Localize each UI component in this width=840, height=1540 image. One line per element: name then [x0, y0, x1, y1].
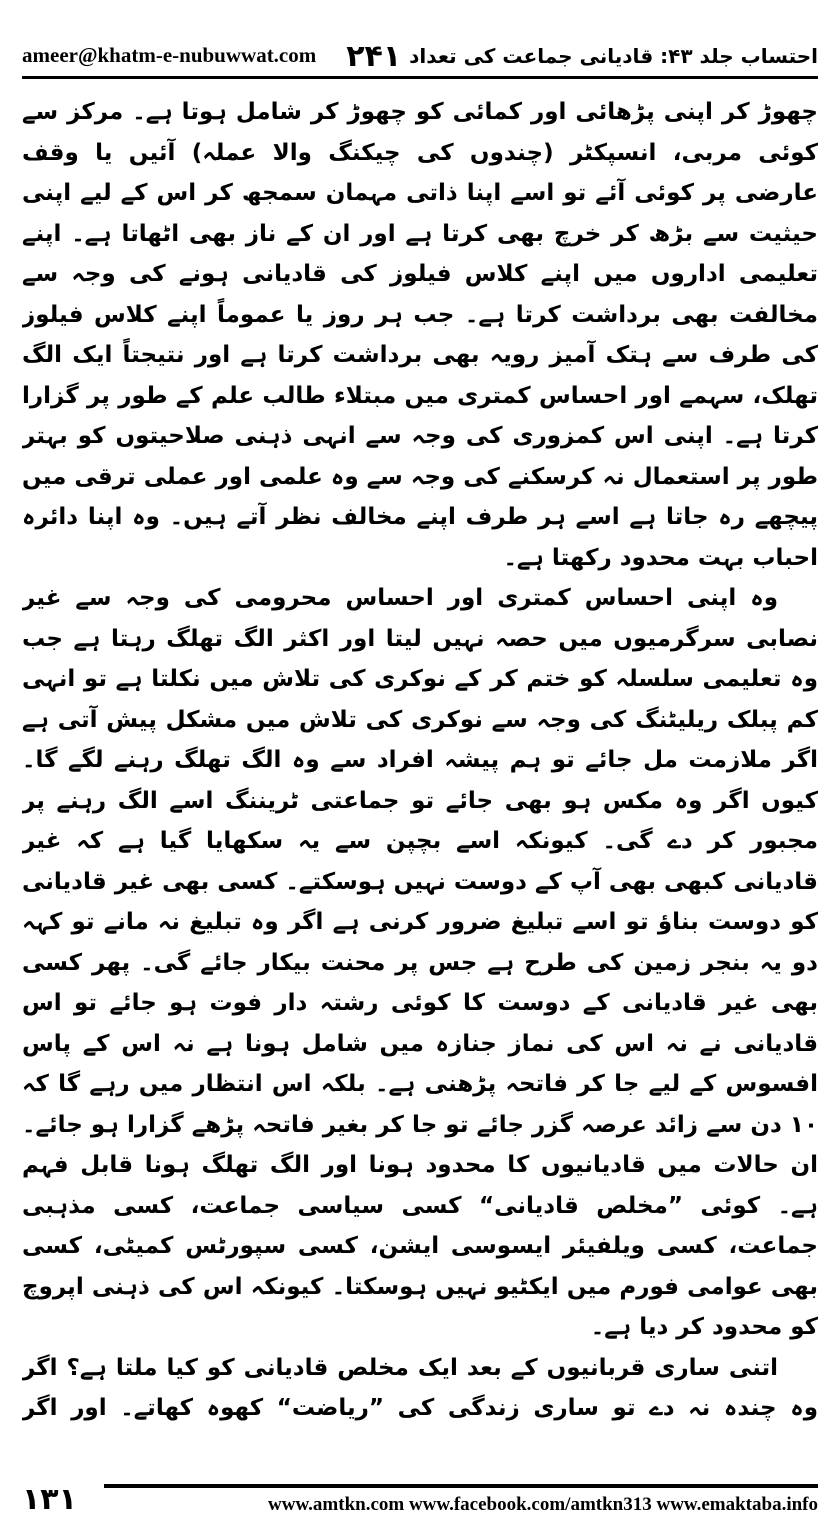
paragraph-1: چھوڑ کر اپنی پڑھائی اور کمائی کو چھوڑ کر شامل ہوتا ہے۔ مرکز سے کوئی مربی، انسپکٹر (چندوں کی چیکنگ والا عملہ) آئیں یا وقف عارضی پر کوئی آئے تو اسے اپنا ذاتی مہمان سمجھ کر اس کے لیے اپنی حیثیت سے بڑھ کر خرچ بھی کرتا ہے اور ان کے ناز بھی اٹھاتا ہے۔ اپنے تعلیمی اداروں میں اپنے کلاس فیلوز کی قادیانی ہونے کی وجہ سے مخالفت بھی برداشت کرتا ہے۔ جب ہر روز یا عموماً اپنے کلاس فیلوز کی طرف سے ہتک آمیز رویہ بھی برداشت کرتا ہے اور نتیجتاً ایک الگ تھلک، سہمے اور احساس کمتری میں مبتلاء طالب علم کے طور پر گزارا کرتا ہے۔ اپنی اس کمزوری کی وجہ سے انہی ذہنی صلاحیتوں کو بہتر طور پر استعمال نہ کرسکنے کی وجہ سے وہ علمی اور عملی ترقی میں پیچھے رہ جاتا ہے اسے ہر طرف اپنے مخالف نظر آتے ہیں۔ وہ اپنا دائرہ احباب بہت محدود رکھتا ہے۔ — [22, 99, 818, 571]
footer-folio: ۱۳۱ — [22, 1482, 77, 1517]
footer-rule — [104, 1484, 818, 1488]
page-footer — [22, 1478, 818, 1522]
header-left — [22, 39, 402, 74]
header-page-number: ۲۴۱ — [346, 39, 402, 74]
running-title: احتساب جلد ۴۳: قادیانی جماعت کی تعداد — [409, 44, 818, 68]
header-rule — [22, 76, 818, 79]
body-text — [22, 92, 818, 1432]
footer-right — [104, 1484, 818, 1516]
footer-links: www.amtkn.com www.facebook.com/amtkn313 www.emaktaba.info — [268, 1494, 818, 1515]
header-email: ameer@khatm-e-nubuwwat.com — [22, 43, 317, 67]
paragraph-2: وہ اپنی احساس کمتری اور احساس محرومی کی وجہ سے غیر نصابی سرگرمیوں میں حصہ نہیں لیتا اور اکثر الگ تھلگ رہتا ہے جب وہ تعلیمی سلسلہ کو ختم کر کے نوکری کی تلاش میں نکلتا ہے تو انہی کم پبلک ریلیٹنگ کی وجہ سے نوکری کی تلاش میں مشکل پیش آتی ہے اگر ملازمت مل جائے تو ہم پیشہ افراد سے وہ الگ تھلگ رہنے لگے گا۔ کیوں اگر وہ مکس ہو بھی جائے تو جماعتی ٹریننگ اسے الگ رہنے پر مجبور کر دے گی۔ کیونکہ اسے بچپن سے یہ سکھایا گیا ہے کہ غیر قادیانی کبھی بھی آپ کے دوست نہیں ہوسکتے۔ کسی بھی غیر قادیانی کو دوست بناؤ تو اسے تبلیغ ضرور کرنی ہے اگر وہ تبلیغ نہ مانے تو کہہ دو یہ بنجر زمین کی طرح ہے جس پر محنت بیکار جائے گی۔ پھر کسی بھی غیر قادیانی کے دوست کا کوئی رشتہ دار فوت ہو جائے تو اس قادیانی نے نہ اس کی نماز جنازہ میں شامل ہونا ہے نہ اس کے پاس افسوس کے لیے جا کر فاتحہ پڑھنی ہے۔ بلکہ اس انتظار میں رہے گا کہ ۱۰ دن سے زائد عرصہ گزر جائے تو جا کر بغیر فاتحہ پڑھے گزارا ہو جائے۔ ان حالات میں قادیانیوں کا محدود ہونا اور الگ تھلگ ہونا قابل فہم ہے۔ کوئی ”مخلص قادیانی“ کسی سیاسی جماعت، کسی مذہبی جماعت، کسی ویلفیئر ایسوسی ایشن، کسی سپورٹس کمیٹی، کسی بھی عوامی فورم میں ایکٹیو نہیں ہوسکتا۔ کیونکہ اس کی ذہنی اپروچ کو محدود کر دیا ہے۔ — [22, 585, 818, 1340]
paragraph-3: اتنی ساری قربانیوں کے بعد ایک مخلص قادیانی کو کیا ملتا ہے؟ اگر وہ چندہ نہ دے تو ساری زندگی کی ”ریاضت“ کھوہ کھاتے۔ اور اگر — [22, 1354, 818, 1421]
page-header — [22, 14, 818, 72]
